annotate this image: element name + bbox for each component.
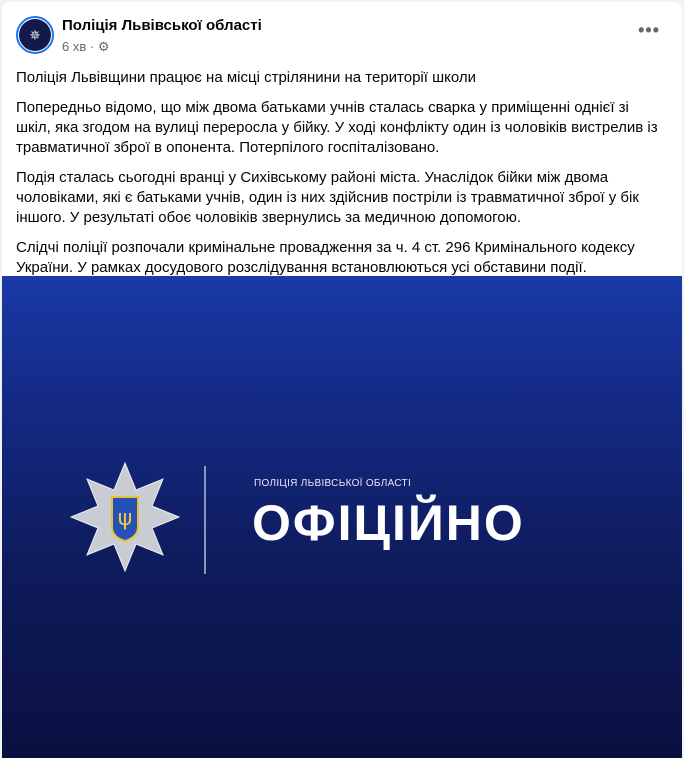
paragraph: Попередньо відомо, що між двома батьками учнів сталась сварка у приміщенні однієї зі шкіл, яка згодом на вулиці переросла у бійку. У ході конфлікту один із чоловіків вистрелив із травматичної зброї в опонента. Потерпілого госпіталізовано.	[16, 99, 658, 156]
paragraph: Подія сталась сьогодні вранці у Сихівському районі міста. Унаслідок бійки між двома чоловіками, які є батьками учнів, один із них здійснив постріли із травматичної зброї у бік іншого. У результаті обоє чоловіків звернулись за медичною допомогою.	[16, 169, 639, 226]
post-time[interactable]: 6 хв	[62, 39, 87, 54]
svg-text:ψ: ψ	[117, 506, 133, 531]
image-subtitle: ПОЛІЦІЯ ЛЬВІВСЬКОЇ ОБЛАСТІ	[254, 478, 412, 489]
divider	[204, 466, 206, 574]
police-star-icon	[70, 462, 180, 572]
paragraph: Слідчі поліції розпочали кримінальне провадження за ч. 4 ст. 296 Кримінального кодексу України. У рамках досудового розслідування встановлюються усі обставини події.	[16, 239, 635, 276]
more-options-button[interactable]: •••	[638, 20, 660, 40]
page-name-link[interactable]: Поліція Львівської області	[62, 17, 262, 34]
paragraph: Поліція Львівщини працює на місці стрілянини на території школи	[16, 69, 477, 86]
police-badge-icon: ✵	[19, 19, 51, 51]
post-image[interactable]	[2, 276, 682, 758]
post-text	[16, 68, 666, 288]
post-meta	[62, 39, 110, 55]
gear-icon: ⚙	[97, 39, 110, 54]
post-card	[2, 2, 682, 758]
separator: ·	[89, 39, 95, 54]
page-avatar[interactable]	[16, 16, 54, 54]
image-title: ОФІЦІЙНО	[252, 495, 525, 551]
